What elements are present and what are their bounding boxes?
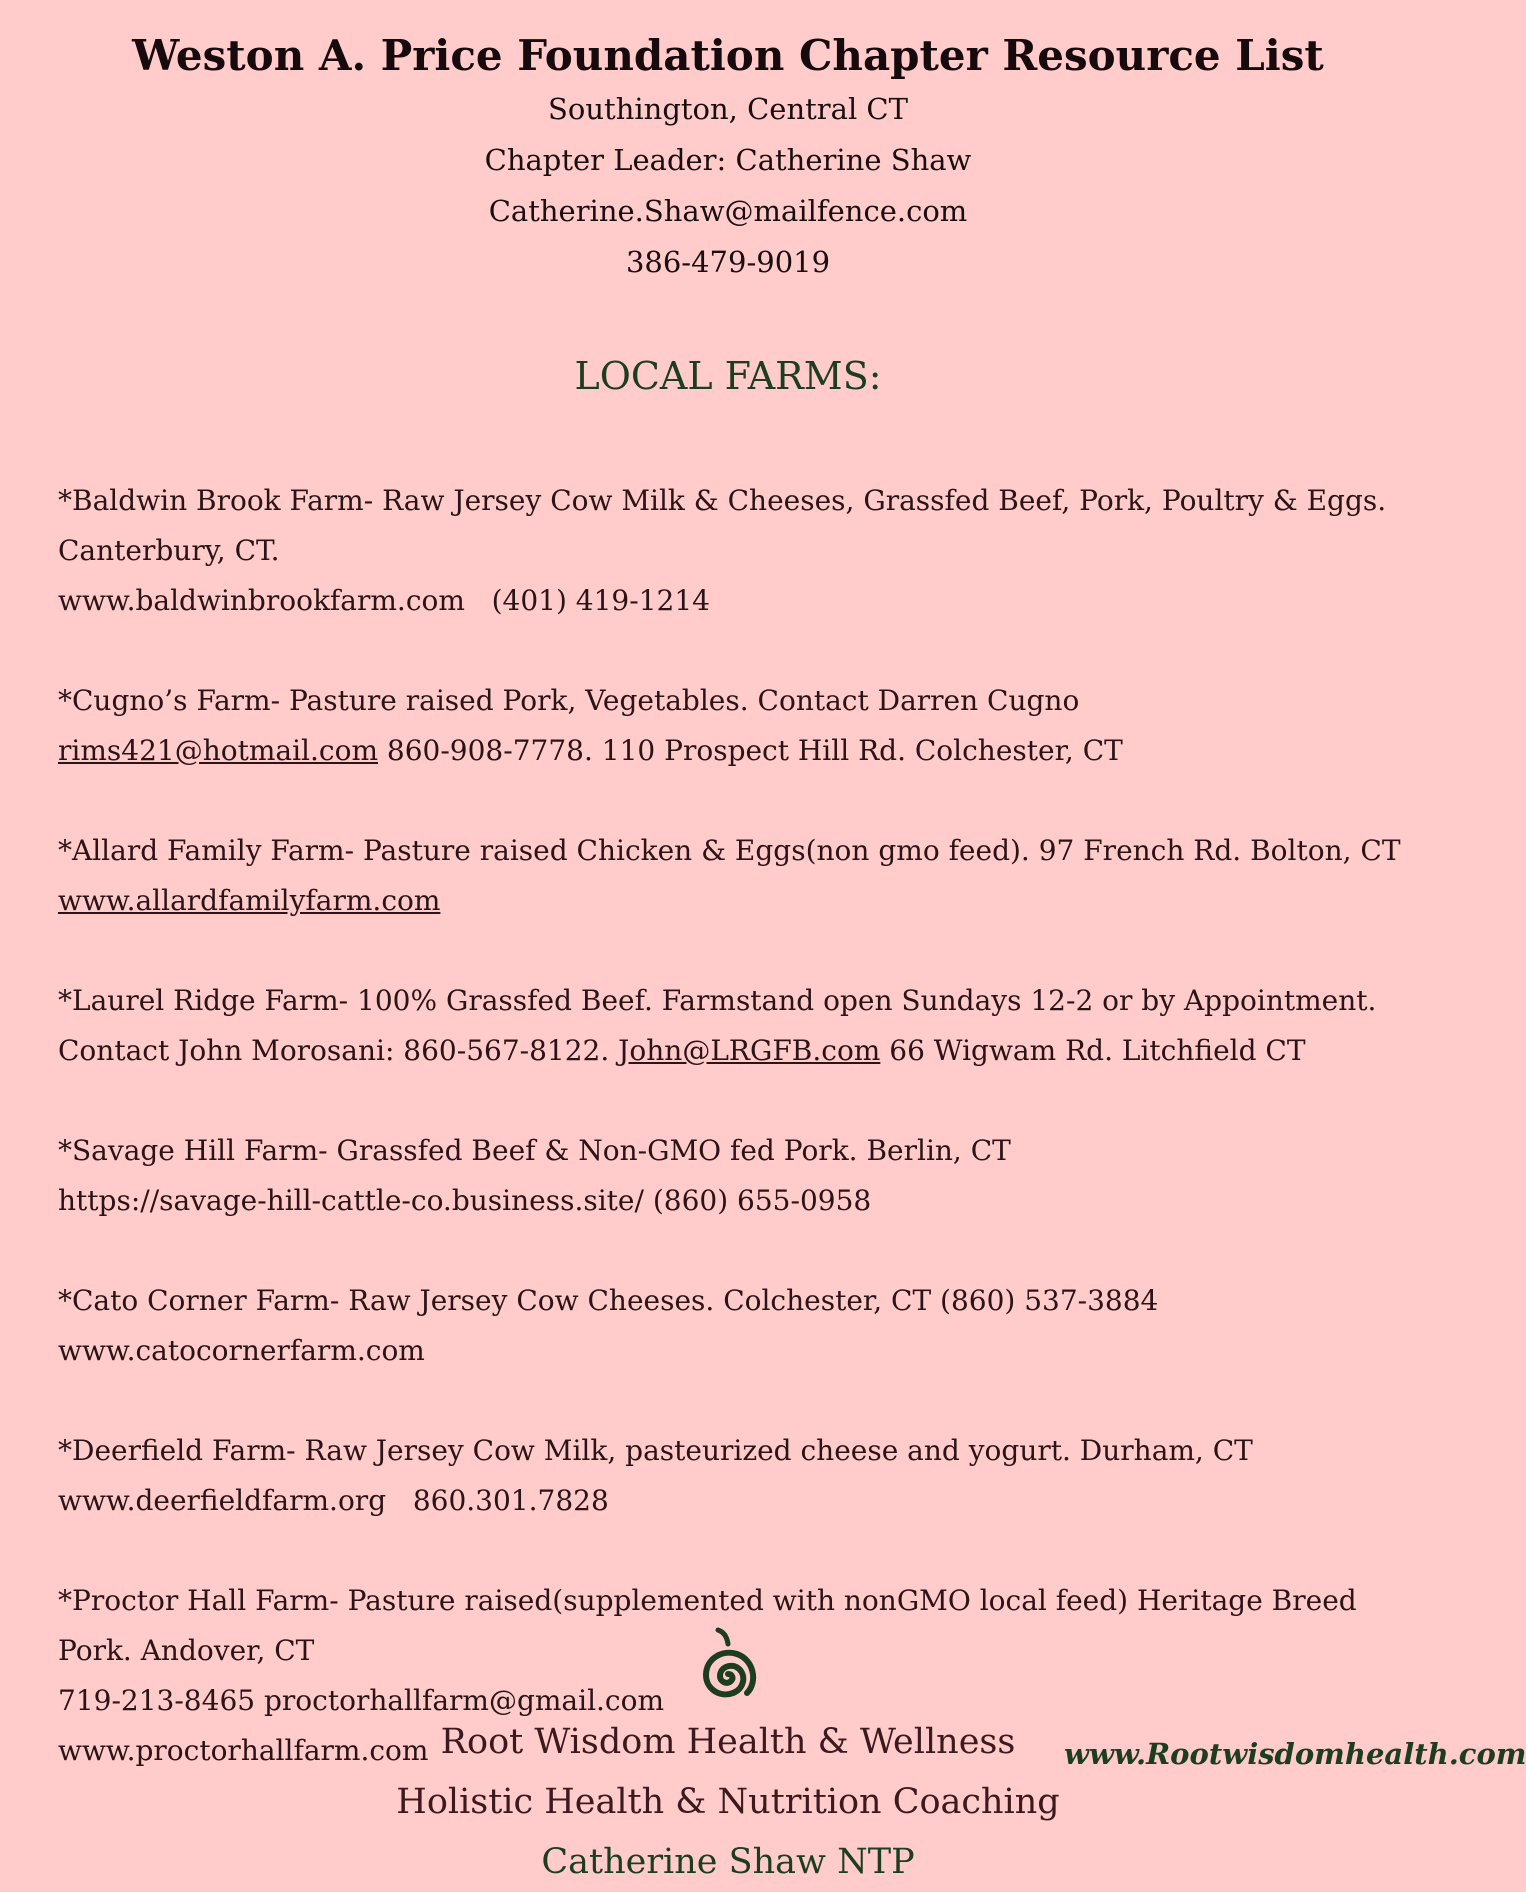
chapter-leader: Chapter Leader: Catherine Shaw — [484, 143, 972, 177]
farm-website[interactable]: https://savage-hill-cattle-co.business.site/ — [58, 1184, 644, 1217]
business-website[interactable]: www.Rootwisdomhealth.com — [1064, 1737, 1526, 1771]
farm-description: Raw Jersey Cow Cheeses. Colchester, CT (860) 537-3884 — [339, 1284, 1159, 1317]
document-header — [0, 28, 1456, 288]
farm-description: Pasture raised Pork, Vegetables. Contact Darren Cugno — [280, 684, 1080, 717]
farm-name: *Deerfield Farm- — [58, 1434, 296, 1467]
farm-email-link[interactable]: John@LRGFB.com — [618, 1034, 881, 1067]
farm-phone: (860) 655-0958 — [652, 1184, 872, 1217]
farm-name: *Baldwin Brook Farm- — [58, 484, 374, 517]
farm-name: *Cato Corner Farm- — [58, 1284, 340, 1317]
farm-description: Raw Jersey Cow Milk, pasteurized cheese and yogurt. Durham, CT — [295, 1434, 1253, 1467]
farm-description: 100% Grassfed Beef. Farmstand open Sundays 12-2 or by Appointment. Contact John Morosani: 860-567-8122. — [58, 984, 1377, 1067]
farm-phone: 860.301.7828 — [412, 1484, 609, 1517]
business-service: Holistic Health & Nutrition Coaching — [396, 1782, 1060, 1822]
farm-entry-savage-hill — [58, 1126, 1408, 1226]
farm-name: *Proctor Hall Farm- — [58, 1584, 339, 1617]
farm-contact-details: 860-908-7778. 110 Prospect Hill Rd. Colchester, CT — [378, 734, 1123, 767]
farm-description: Pasture raised(supplemented with nonGMO local feed) Heritage Breed Pork. Andover, CT — [58, 1584, 1357, 1667]
farm-name: *Cugno’s Farm- — [58, 684, 281, 717]
business-name: Root Wisdom Health & Wellness — [440, 1722, 1016, 1762]
practitioner-name: Catherine Shaw NTP — [541, 1842, 915, 1882]
farm-entry-cato-corner — [58, 1276, 1408, 1376]
farm-description: Grassfed Beef & Non-GMO fed Pork. Berlin, CT — [327, 1134, 1011, 1167]
farm-description: Pasture raised Chicken & Eggs(non gmo feed). 97 French Rd. Bolton, CT — [354, 834, 1401, 867]
farm-list — [58, 476, 1408, 1776]
farm-website[interactable]: www.baldwinbrookfarm.com — [58, 584, 465, 617]
farm-website[interactable]: www.deerfieldfarm.org — [58, 1484, 387, 1517]
farm-name: *Savage Hill Farm- — [58, 1134, 328, 1167]
page-title: Weston A. Price Foundation Chapter Resource List — [132, 31, 1324, 80]
farm-phone: (401) 419-1214 — [491, 584, 710, 617]
spiral-logo-icon — [688, 1624, 768, 1712]
chapter-email[interactable]: Catherine.Shaw@mailfence.com — [488, 194, 968, 228]
farm-address: 66 Wigwam Rd. Litchfield CT — [880, 1034, 1306, 1067]
farm-email[interactable]: proctorhallfarm@gmail.com — [263, 1684, 665, 1717]
farm-entry-cugnos — [58, 676, 1408, 776]
chapter-phone: 386-479-9019 — [625, 245, 831, 279]
local-farms-heading: LOCAL FARMS: — [574, 354, 882, 398]
farm-entry-baldwin-brook — [58, 476, 1408, 626]
farm-website[interactable]: www.proctorhallfarm.com — [58, 1734, 429, 1767]
farm-email-link[interactable]: rims421@hotmail.com — [58, 734, 378, 767]
farm-entry-deerfield — [58, 1426, 1408, 1526]
farm-entry-laurel-ridge — [58, 976, 1408, 1076]
farm-description: Raw Jersey Cow Milk & Cheeses, Grassfed Beef, Pork, Poultry & Eggs. Canterbury, CT. — [58, 484, 1387, 567]
farm-website-link[interactable]: www.allardfamilyfarm.com — [58, 884, 441, 917]
farm-phone: 719-213-8465 — [58, 1684, 256, 1717]
farm-name: *Allard Family Farm- — [58, 834, 355, 867]
farm-website[interactable]: www.catocornerfarm.com — [58, 1334, 425, 1367]
farm-entry-allard-family — [58, 826, 1408, 926]
chapter-location: Southington, Central CT — [548, 92, 908, 126]
farm-name: *Laurel Ridge Farm- — [58, 984, 349, 1017]
